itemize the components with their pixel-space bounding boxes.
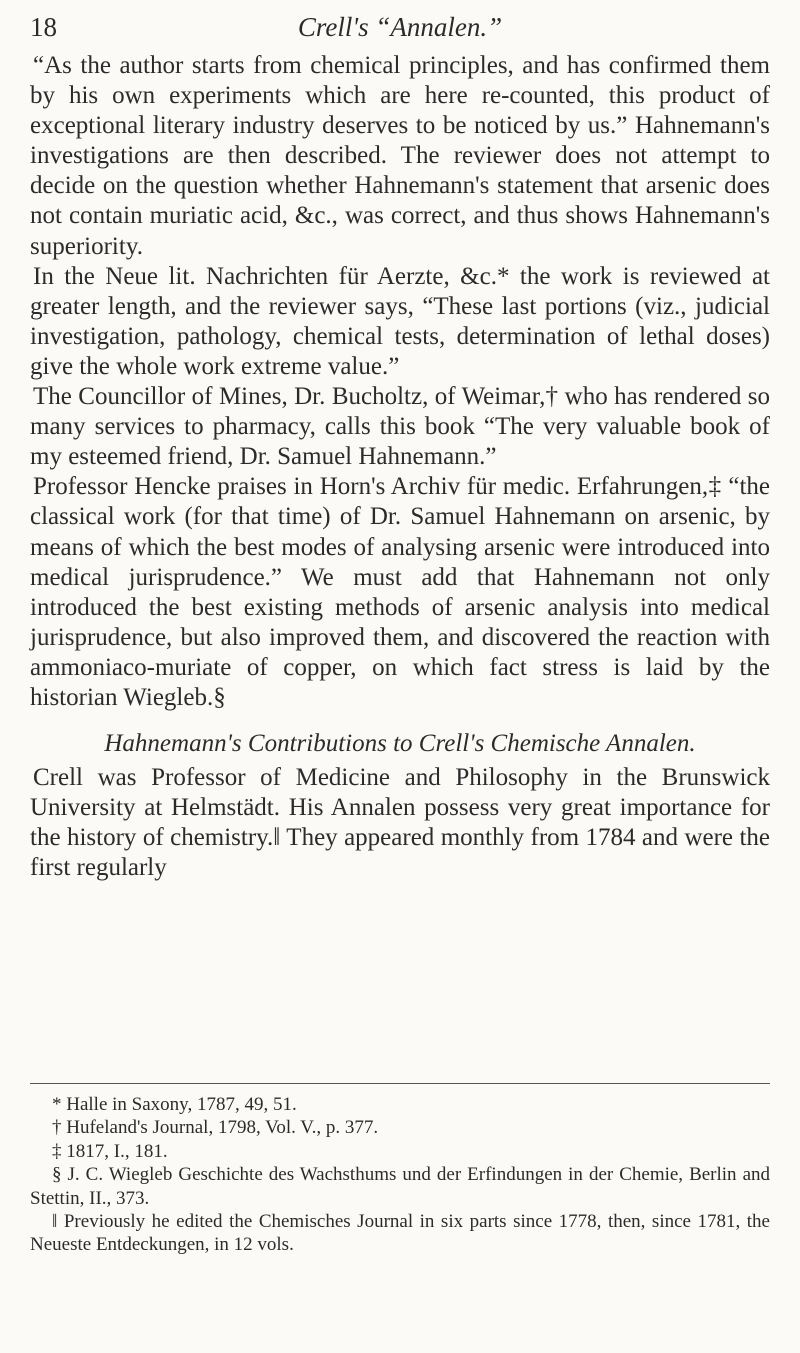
page-header	[30, 10, 770, 44]
footnote-double-dagger: ‡ 1817, I., 181.	[52, 1140, 168, 1162]
paragraph-crell: Crell was Professor of Medicine and Philosophy in the Brunswick University at Helmstädt. His Annalen possess very great importance for the history of chemistry.‖ They appeared monthly from 1784 and were the first regularly	[30, 764, 770, 882]
footnote-rule	[30, 1083, 770, 1084]
running-head: Crell's “Annalen.”	[297, 12, 503, 42]
body-text	[30, 51, 770, 884]
footnote-parallel: ‖ Previously he edited the Chemisches Journal in six parts since 1778, then, since 1781, the Neueste Entdeckungen, in 12 vols.	[30, 1211, 770, 1256]
footnote-dagger: † Hufeland's Journal, 1798, Vol. V., p. 377.	[52, 1117, 379, 1139]
footnote-section-sign: § J. C. Wiegleb Geschichte des Wachsthums und der Erfindungen in der Chemie, Berlin and Stettin, II., 373.	[30, 1164, 770, 1209]
paragraph-neue-lit-review: In the Neue lit. Nachrichten für Aerzte, &c.* the work is reviewed at greater length, and the reviewer says, “These last portions (viz., judicial investigation, pathology, chemical tests, determination of lethal doses) give the whole work extreme value.”	[30, 262, 770, 380]
paragraph-hencke: Professor Hencke praises in Horn's Archiv für medic. Erfahrungen,‡ “the classical work (for that time) of Dr. Samuel Hahnemann on arsenic, by means of which the best modes of analysing arsenic were introduced into medical jurisprudence.” We must add that Hahnemann not only introduced the best existing methods of arsenic analysis into medical jurisprudence, but also improved them, and discovered the reaction with ammoniaco-muriate of copper, on which fact stress is laid by the historian Wiegleb.§	[30, 473, 770, 711]
paragraph-review-quote: “As the author starts from chemical principles, and has confirmed them by his own experiments which are here re-counted, this product of exceptional literary industry deserves to be noticed by us.” Hahnemann's investigations are then described. The reviewer does not attempt to decide on the question whether Hahnemann's statement that arsenic does not contain muriatic acid, &c., was correct, and thus shows Hahnemann's superiority.	[30, 52, 770, 260]
page-number: 18	[30, 12, 57, 42]
section-heading: Hahnemann's Contributions to Crell's Chemische Annalen.	[104, 730, 696, 758]
footnote-asterisk: * Halle in Saxony, 1787, 49, 51.	[52, 1094, 297, 1115]
footnotes	[30, 1093, 770, 1257]
paragraph-bucholtz: The Councillor of Mines, Dr. Bucholtz, of Weimar,† who has rendered so many services to pharmacy, calls this book “The very valuable book of my esteemed friend, Dr. Samuel Hahnemann.”	[30, 383, 770, 471]
